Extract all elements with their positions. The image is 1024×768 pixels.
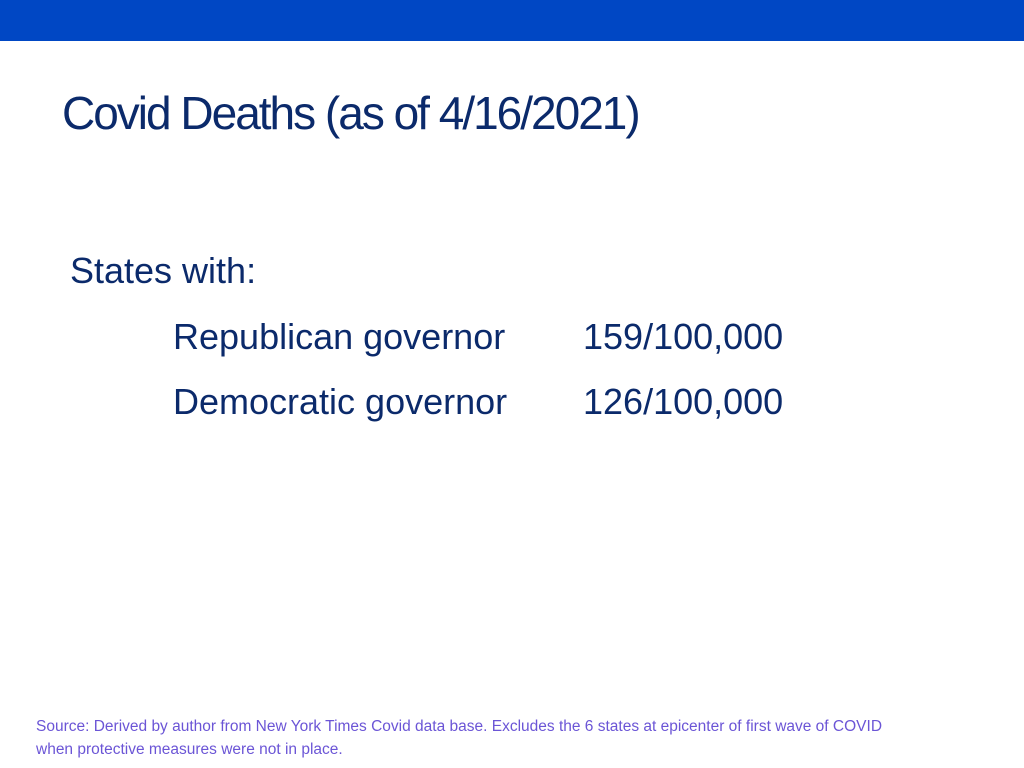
source-note: Source: Derived by author from New York Times Covid data base. Excludes the 6 states at epicenter of first wave of COVID when protective measures were not in place.	[36, 718, 883, 758]
top-accent-bar	[0, 0, 1024, 41]
stat-row-republican	[173, 316, 783, 358]
stat-value: 126/100,000	[583, 381, 784, 422]
stat-label: Republican governor	[173, 316, 506, 357]
stat-row-democratic	[173, 381, 783, 423]
slide-title: Covid Deaths (as of 4/16/2021)	[62, 87, 639, 139]
intro-text: States with:	[70, 250, 257, 291]
stat-value: 159/100,000	[583, 316, 784, 357]
stat-label: Democratic governor	[173, 381, 508, 422]
